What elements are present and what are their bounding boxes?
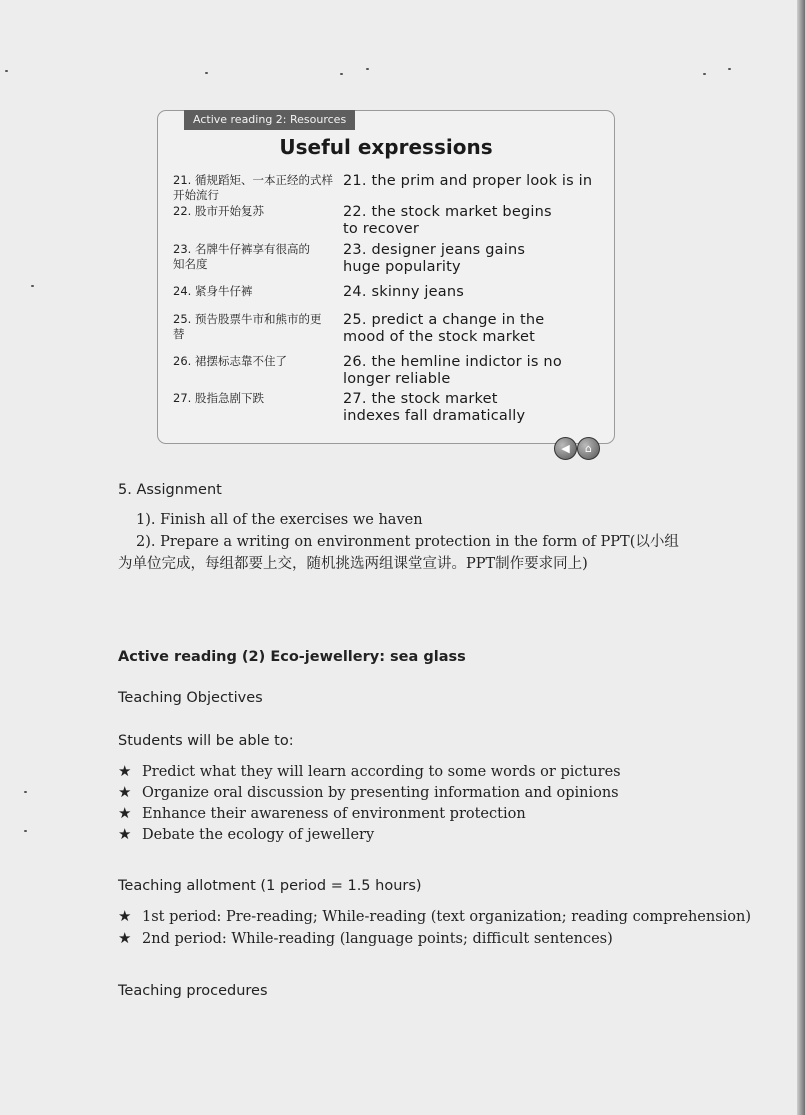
expression-english: 27. the stock market indexes fall dramatically [343,391,526,424]
expression-english: 26. the hemline indictor is no longer reliable [343,354,562,387]
star-bullet-icon: ★ [118,783,132,801]
objective-item [118,804,526,822]
expression-chinese: 27. 股指急剧下跌 [173,391,264,405]
objective-item [118,762,621,780]
expression-chinese: 22. 股市开始复苏 [173,204,264,218]
objectives-heading: Teaching Objectives [118,690,263,706]
expression-english: 23. designer jeans gains huge popularity [343,242,526,275]
period-item [118,907,751,925]
slide-screenshot [157,110,615,455]
objective-item [118,783,619,801]
slide-nav-icons [554,437,604,461]
expression-chinese: 21. 循规蹈矩、一本正经的式样开始流行 [173,173,333,202]
objective-text: Predict what they will learn according to some words or pictures [142,764,621,780]
scan-speck [24,830,27,832]
scan-edge-shadow [797,0,805,1115]
scan-speck [703,73,706,75]
home-icon[interactable]: ⌂ [577,437,600,460]
period-text: 1st period: Pre-reading; While-reading (text organization; reading comprehension) [142,909,752,925]
scan-speck [366,68,369,70]
scan-speck [24,791,27,793]
slide-title: Useful expressions [279,135,493,159]
star-bullet-icon: ★ [118,825,132,843]
scan-speck [31,285,34,287]
objective-item [118,825,374,843]
assignment-item: 1). Finish all of the exercises we haven [136,512,423,528]
period-text: 2nd period: While-reading (language points; difficult sentences) [142,931,613,947]
star-bullet-icon: ★ [118,804,132,822]
expression-english: 25. predict a change in the mood of the stock market [343,312,545,345]
scan-speck [728,68,731,70]
expression-chinese: 26. 裙摆标志靠不住了 [173,354,287,368]
scan-speck [340,73,343,75]
assignment-heading: 5. Assignment [118,482,222,498]
assignment-item: 2). Prepare a writing on environment protection in the form of PPT(以小组为单位完成，每组都要上交，随机挑选两组课堂宣讲。PPT制作要求同上) [118,534,679,572]
star-bullet-icon: ★ [118,929,132,947]
procedures-heading: Teaching procedures [118,983,268,999]
expression-chinese: 25. 预告股票牛市和熊市的更替 [173,312,322,341]
objective-text: Organize oral discussion by presenting information and opinions [142,785,619,801]
expression-english: 21. the prim and proper look is in [343,173,593,189]
section-title: Active reading (2) Eco-jewellery: sea glass [118,649,466,665]
students-heading: Students will be able to: [118,733,294,749]
expression-chinese: 23. 名牌牛仔裤享有很高的知名度 [173,242,310,271]
objective-text: Debate the ecology of jewellery [142,827,375,843]
objective-text: Enhance their awareness of environment protection [142,806,526,822]
star-bullet-icon: ★ [118,907,132,925]
expression-english: 22. the stock market begins to recover [343,204,552,237]
allotment-heading: Teaching allotment (1 period = 1.5 hours) [118,878,422,894]
scan-speck [5,70,8,72]
expression-english: 24. skinny jeans [343,284,464,300]
slide-tab-label: Active reading 2: Resources [184,110,355,130]
star-bullet-icon: ★ [118,762,132,780]
period-item [118,929,613,947]
scan-speck [205,72,208,74]
back-arrow-icon[interactable]: ◀ [554,437,577,460]
expression-chinese: 24. 紧身牛仔裤 [173,284,253,298]
